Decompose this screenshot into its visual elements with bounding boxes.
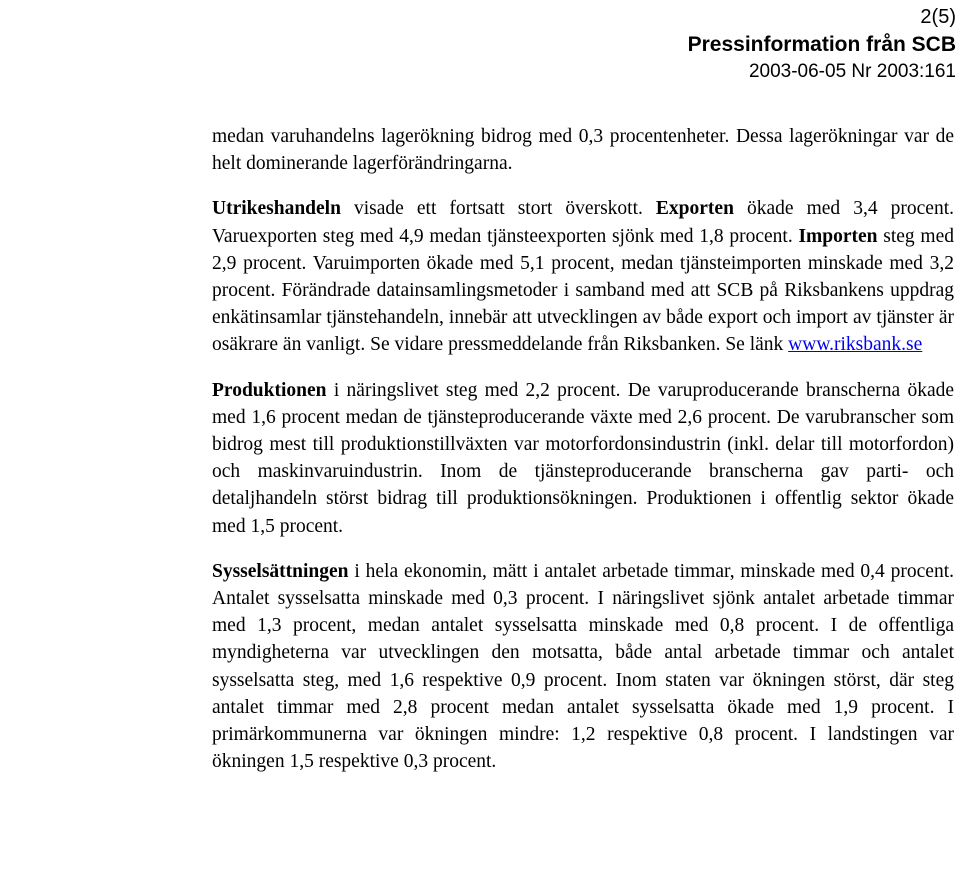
publication-date-number: 2003-06-05 Nr 2003:161 bbox=[748, 60, 956, 82]
paragraph-text: visade ett fortsatt stort överskott. bbox=[340, 198, 656, 220]
lead-term-foreign-trade: Utrikeshandeln bbox=[212, 198, 341, 220]
term-imports: Importen bbox=[798, 225, 878, 247]
paragraph-text: medan varuhandelns lagerökning bidrog med 0,3 procentenheter. Dessa lagerökningar var de helt dominerande lagerförändringarna. bbox=[212, 126, 954, 175]
paragraph-foreign-trade bbox=[212, 195, 954, 358]
riksbank-link[interactable]: www.riksbank.se bbox=[788, 334, 923, 356]
paragraph-production bbox=[212, 377, 954, 540]
lead-term-employment: Sysselsättningen bbox=[212, 560, 349, 582]
paragraph-text: steg med 2,9 procent. Varuimporten ökade med 5,1 procent, medan tjänsteimporten minskade med 3,2 procent. Förändrade datainsamlingsmetoder i samband med att SCB på Riksbankens uppdrag enkätinsamlar tjänstehandeln, innebär att utvecklingen av både export och import av tjänster är osäkrare än vanligt. Se vidare pressmeddelande från Riksbanken. Se länk bbox=[212, 225, 954, 356]
paragraph-text: i näringslivet steg med 2,2 procent. De varuproducerande branscherna ökade med 1,6 procent medan de tjänsteproducerande växte med 2,6 procent. De varubranscher som bidrog mest till produktionstillväxten var motorfordonsindustrin (inkl. delar till motorfordon) och maskinvaruindustrin. Inom de tjänsteproducerande branscherna gav parti- och detaljhandeln störst bidrag till produktionsökningen. Produktionen i offentlig sektor ökade med 1,5 procent. bbox=[212, 379, 954, 537]
document-body bbox=[212, 123, 954, 793]
paragraph-employment bbox=[212, 558, 954, 776]
term-exports: Exporten bbox=[655, 198, 734, 220]
page-header bbox=[356, 4, 956, 84]
paragraph-inventory bbox=[212, 123, 954, 177]
lead-term-production: Produktionen bbox=[212, 379, 327, 401]
publication-title: Pressinformation från SCB bbox=[687, 32, 956, 56]
paragraph-text: i hela ekonomin, mätt i antalet arbetade timmar, minskade med 0,4 procent. Antalet sysselsatta minskade med 0,3 procent. I näringslivet sjönk antalet arbetade timmar med 1,3 procent, medan antalet sysselsatta minskade med 0,8 procent. I de offentliga myndigheterna var utvecklingen den motsatta, både antal arbetade timmar och antalet sysselsatta steg, med 1,6 respektive 0,9 procent. Inom staten var ökningen störst, där steg antalet timmar med 2,8 procent medan antalet sysselsatta ökade med 1,9 procent. I primärkommunerna var ökningen mindre: 1,2 respektive 0,8 procent. I landstingen var ökningen 1,5 respektive 0,3 procent. bbox=[212, 560, 954, 773]
paragraph-text: ökade med 3,4 procent. Varuexporten steg med 4,9 medan tjänsteexporten sjönk med 1,8 procent. bbox=[212, 198, 954, 247]
page-number: 2(5) bbox=[920, 6, 956, 28]
